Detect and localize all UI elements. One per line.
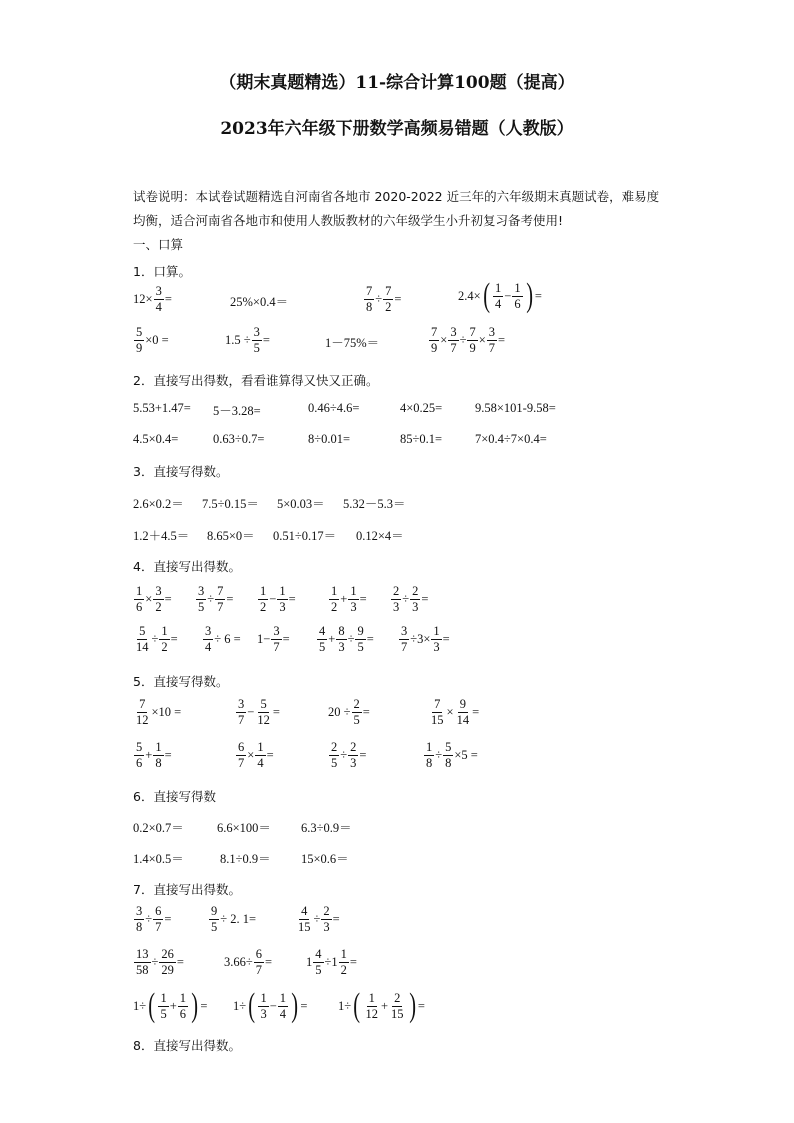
q3-r2-3: 0.51÷0.17＝ [273, 529, 337, 543]
q4-r2-1: $\frac{5}{14}$ ÷ $\frac{1}{2}$ = [136, 624, 178, 654]
q5-r1-4: $\frac{7}{15}$ × $\frac{9}{14}$ = [431, 697, 480, 727]
q2-title: 2．直接写出得数，看看谁算得又快又正确。 [133, 373, 379, 388]
q5-r2-1: $\frac{5}{6}$ + $\frac{1}{8}$ = [136, 740, 172, 770]
q7-r3-1: 1÷ ( $\frac{1}{5}$ + $\frac{1}{6}$ ) = [133, 987, 208, 1024]
q2-r2-4: 85÷0.1= [400, 432, 443, 446]
q1-expr-7: 1－75%＝ [325, 336, 380, 350]
q6-r1-2: 6.6×100＝ [217, 821, 271, 835]
q1-expr-3: $\frac{7}{8}$ ÷ $\frac{7}{2}$ = [366, 284, 402, 314]
doc-title-line1: （期末真题精选）11-综合计算100题（提高） [219, 73, 575, 93]
q4-r1-3: $\frac{1}{2}$ − $\frac{1}{3}$ = [260, 584, 296, 614]
q6-r2-3: 15×0.6＝ [301, 852, 349, 866]
q2-r1-5: 9.58×101-9.58= [475, 401, 556, 415]
q4-r2-3: 1− $\frac{3}{7}$ = [257, 624, 290, 654]
q6-r2-1: 1.4×0.5＝ [133, 852, 184, 866]
q5-r2-2: $\frac{6}{7}$ × $\frac{1}{4}$ = [238, 740, 274, 770]
q3-r2-4: 0.12×4＝ [356, 529, 404, 543]
q4-r1-4: $\frac{1}{2}$ + $\frac{1}{3}$ = [331, 584, 367, 614]
q6-title: 6．直接写得数 [133, 789, 216, 804]
section-title: 一、口算 [133, 237, 184, 252]
q2-r1-2: 5－3.28= [213, 404, 261, 418]
q2-r2-1: 4.5×0.4= [133, 432, 179, 446]
q7-r3-3: 1÷ ( $\frac{1}{12}$ + $\frac{2}{15}$ ) = [338, 987, 425, 1024]
q5-r1-1: $\frac{7}{12}$ ×10 = [136, 697, 182, 727]
q4-r1-5: $\frac{2}{3}$ ÷ $\frac{2}{3}$ = [393, 584, 429, 614]
q2-r1-3: 0.46÷4.6= [308, 401, 360, 415]
q1-title: 1．口算。 [133, 264, 191, 279]
q3-r1-3: 5×0.03＝ [277, 497, 325, 511]
q4-r1-2: $\frac{3}{5}$ ÷ $\frac{7}{7}$ = [198, 584, 234, 614]
q6-r1-1: 0.2×0.7＝ [133, 821, 184, 835]
q3-r1-1: 2.6×0.2＝ [133, 497, 184, 511]
q7-r2-2: 3.66÷ $\frac{6}{7}$ = [224, 947, 273, 977]
q5-r2-3: $\frac{2}{5}$ ÷ $\frac{2}{3}$ = [331, 740, 367, 770]
q1-expr-8: $\frac{7}{9}$ × $\frac{3}{7}$ ÷ $\frac{7}{9}$ × $\frac{3}{7}$ = [431, 325, 506, 355]
q1-expr-1: 12× $\frac{3}{4}$ = [133, 284, 172, 314]
q4-r2-2: $\frac{3}{4}$ ÷ 6 = [205, 624, 241, 654]
q7-r1-1: $\frac{3}{8}$ ÷ $\frac{6}{7}$ = [136, 904, 172, 934]
q2-r2-5: 7×0.4÷7×0.4= [475, 432, 547, 446]
q1-expr-6: 1.5 ÷ $\frac{3}{5}$ = [225, 325, 270, 355]
q1-expr-2: 25%×0.4＝ [230, 295, 289, 309]
q4-title: 4．直接写出得数。 [133, 559, 241, 574]
q6-r1-3: 6.3÷0.9＝ [301, 821, 352, 835]
q5-title: 5．直接写得数。 [133, 674, 229, 689]
q2-r1-1: 5.53+1.47= [133, 401, 191, 415]
q8-title: 8．直接写出得数。 [133, 1038, 241, 1053]
q7-r3-2: 1÷ ( $\frac{1}{3}$ − $\frac{1}{4}$ ) = [233, 987, 308, 1024]
q7-r2-3: 1 $\frac{4}{5}$ ÷1 $\frac{1}{2}$ = [306, 947, 357, 977]
q3-title: 3．直接写得数。 [133, 464, 229, 479]
q1-expr-4: 2.4× ( $\frac{1}{4}$ − $\frac{1}{6}$ ) = [458, 277, 542, 314]
q5-r1-3: 20 ÷ $\frac{2}{5}$ = [328, 697, 370, 727]
q3-r1-2: 7.5÷0.15＝ [202, 497, 259, 511]
q7-title: 7．直接写出得数。 [133, 882, 241, 897]
q4-r1-1: $\frac{1}{6}$ × $\frac{3}{2}$ = [136, 584, 172, 614]
q1-expr-5: $\frac{5}{9}$ ×0 = [136, 325, 169, 355]
q3-r1-4: 5.32－5.3＝ [343, 497, 406, 511]
q3-r2-1: 1.2＋4.5＝ [133, 529, 190, 543]
doc-title-line2: 2023年六年级下册数学高频易错题（人教版） [220, 119, 574, 139]
q4-r2-4: $\frac{4}{5}$ + $\frac{8}{3}$ ÷ $\frac{9}{5}$ = [319, 624, 374, 654]
q2-r2-2: 0.63÷0.7= [213, 432, 265, 446]
q7-r1-2: $\frac{9}{5}$ ÷ 2. 1= [211, 904, 257, 934]
intro-text: 试卷说明：本试卷试题精选自河南省各地市 2020-2022 近三年的六年级期末真题试卷，难易度均衡，适合河南省各地市和使用人教版教材的六年级学生小升初复习备考使用! [133, 189, 660, 228]
q2-r1-4: 4×0.25= [400, 401, 443, 415]
q2-r2-3: 8÷0.01= [308, 432, 351, 446]
q7-r1-3: $\frac{4}{15}$ ÷ $\frac{2}{3}$ = [298, 904, 340, 934]
q4-r2-5: $\frac{3}{7}$ ÷3× $\frac{1}{3}$ = [401, 624, 450, 654]
q5-r1-2: $\frac{3}{7}$ − $\frac{5}{12}$ = [238, 697, 280, 727]
q5-r2-4: $\frac{1}{8}$ ÷ $\frac{5}{8}$ ×5 = [426, 740, 478, 770]
q3-r2-2: 8.65×0＝ [207, 529, 255, 543]
q7-r2-1: $\frac{13}{58}$ ÷ $\frac{26}{29}$ = [136, 947, 184, 977]
q6-r2-2: 8.1÷0.9＝ [220, 852, 271, 866]
